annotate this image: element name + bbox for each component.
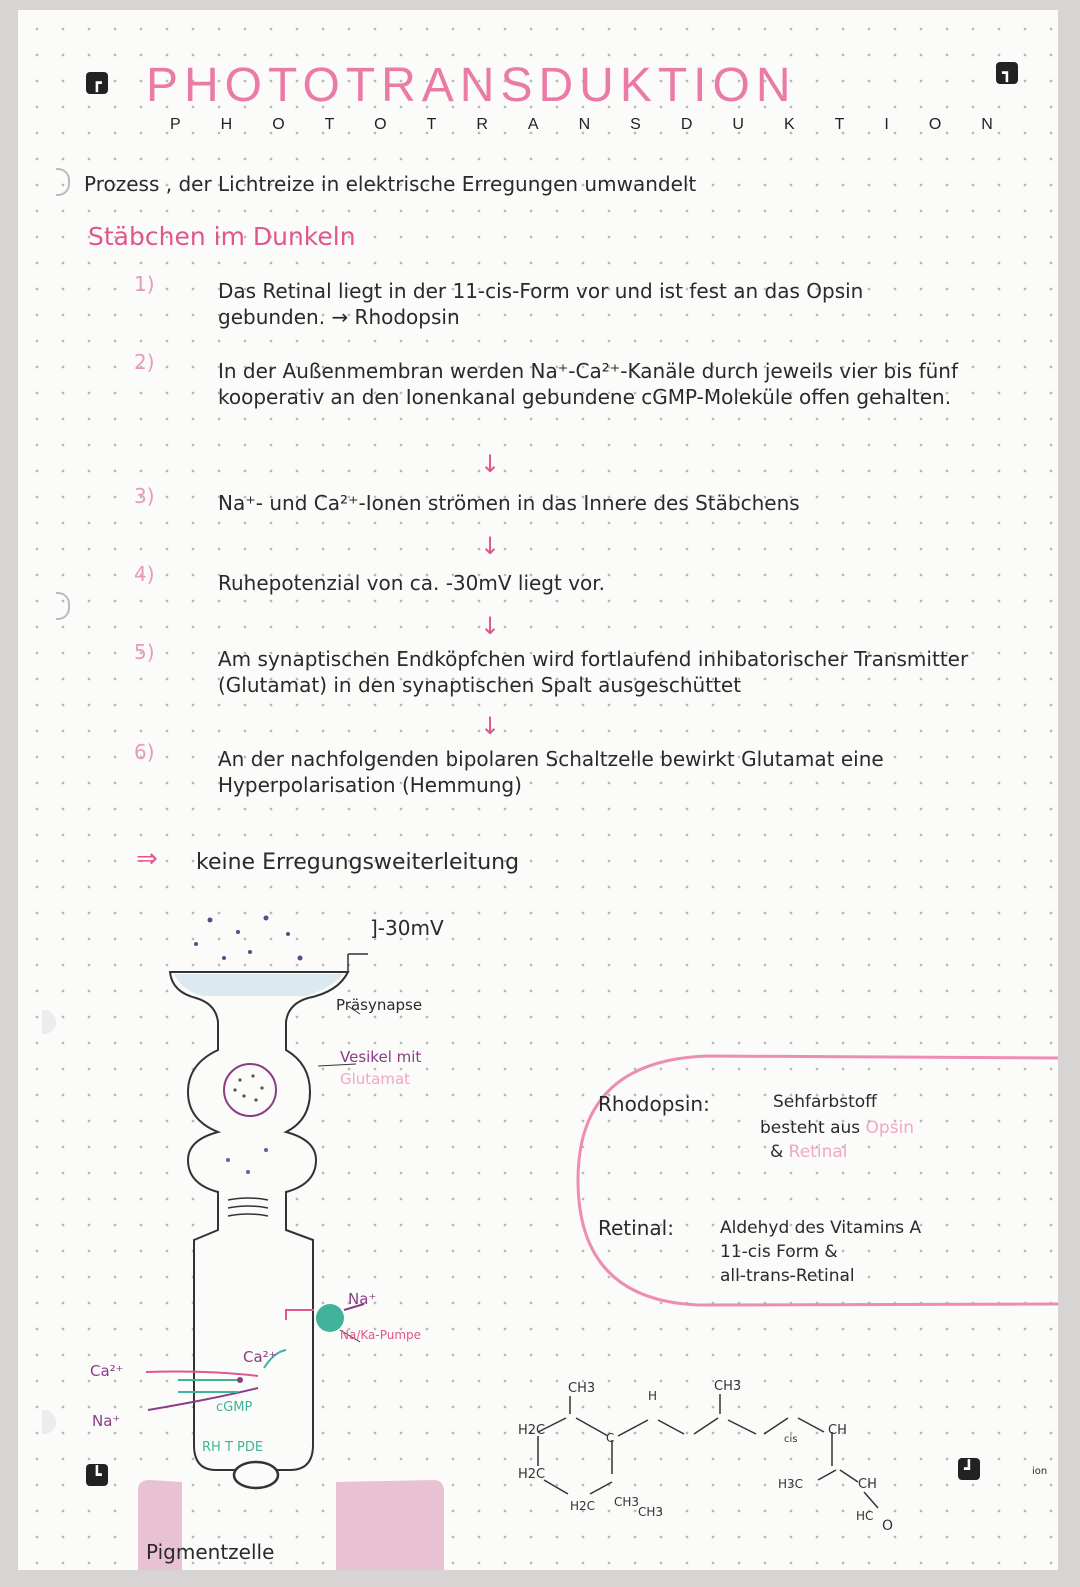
retinal-line2: 11-cis Form & (720, 1242, 838, 1262)
vesikel-label: Vesikel mit (340, 1048, 422, 1066)
retinal-label: Retinal: (598, 1216, 674, 1240)
mol-h: H (648, 1389, 658, 1403)
step-number-6: 6) (134, 740, 155, 764)
step-text-6: An der nachfolgenden bipolaren Schaltzelle bewirkt Glutamat eine Hyperpolarisation (Hemmung) (218, 747, 884, 797)
rhodopsin-line1: Sehfarbstoff (773, 1092, 877, 1112)
outer-na-label: Na⁺ (92, 1412, 121, 1430)
molecule-bonds (538, 1394, 878, 1508)
corner-mark-top-right: ┓ (996, 62, 1018, 84)
rhodopsin-opsin: Opsin (865, 1118, 915, 1138)
flow-arrow-1: ↓ (480, 450, 501, 478)
corner-mark-top-left: ┏ (86, 72, 108, 94)
page-title: PHOTOTRANSDUKTION (146, 59, 797, 112)
rhodopsin-label: Rhodopsin: (598, 1092, 710, 1116)
mol-o: O (882, 1518, 894, 1534)
mol-hc: HC (856, 1509, 874, 1523)
rod-cell-diagram (78, 900, 558, 1570)
flow-arrow-3: ↓ (480, 612, 501, 640)
notebook-page (18, 10, 1058, 1570)
vesicle (224, 1064, 276, 1116)
mol-c: C (606, 1431, 615, 1445)
step-text-2: In der Außenmembran werden Na⁺-Ca²⁺-Kanäle durch jeweils vier bis fünf kooperativ an den Ionenkanal gebundene cGMP-Moleküle offen gehalten. (218, 359, 958, 409)
mol-ch-a: CH (828, 1423, 847, 1438)
step-number-3: 3) (134, 484, 155, 508)
rhodopsin-line2: besteht aus (760, 1118, 861, 1138)
glutamat-label: Glutamat (340, 1070, 411, 1088)
outer-ca-label: Ca²⁺ (90, 1362, 124, 1380)
rhodopsin-amp: & (770, 1142, 784, 1162)
mol-h2c-b: H2C (518, 1467, 546, 1482)
mol-cis: cis (784, 1434, 798, 1445)
rh-t-pde-label: RH T PDE (202, 1440, 264, 1455)
pump-na-label: Na⁺ (348, 1290, 377, 1308)
cgmp-label: cGMP (216, 1400, 253, 1415)
transmitter-dots (194, 916, 303, 961)
mol-h3c: H3C (778, 1477, 804, 1491)
binder-hole-4 (42, 1410, 56, 1434)
step-text-3: Na⁺- und Ca²⁺-Ionen strömen in das Innere des Stäbchens (218, 491, 800, 515)
step-text-5: Am synaptischen Endköpfchen wird fortlaufend inhibatorischer Transmitter (Glutamat) in den synaptischen Spalt ausgeschüttet (218, 647, 969, 697)
flow-arrow-2: ↓ (480, 532, 501, 560)
page-edge-text: ion (1032, 1466, 1048, 1477)
step-text-4: Ruhepotenzial von ca. -30mV liegt vor. (218, 571, 606, 595)
conclusion-text: keine Erregungsweiterleitung (196, 850, 520, 875)
page-subtitle: PHOTOTRANSDUKTION (170, 116, 1033, 133)
pigmentzelle-label: Pigmentzelle (146, 1540, 275, 1564)
retinal-structure (488, 1370, 958, 1550)
potential-label: ]-30mV (370, 916, 444, 940)
outer-segment-disc (234, 1462, 278, 1488)
binder-hole-1 (56, 168, 70, 196)
definition-text: Prozess , der Lichtreize in elektrische Erregungen umwandelt (84, 172, 697, 196)
mol-ch3-b: CH3 (714, 1379, 742, 1394)
corner-mark-bottom-left: ┗ (86, 1464, 108, 1486)
mol-ch2: H2C (570, 1499, 596, 1513)
step-number-5: 5) (134, 640, 155, 664)
rhodopsin-retinal: Retinal (788, 1142, 848, 1162)
pump-label: Na/Ka-Pumpe (340, 1328, 422, 1342)
retinal-line1: Aldehyd des Vitamins A (720, 1218, 922, 1238)
synaptic-terminal (170, 972, 348, 1470)
praesynapse-label: Präsynapse (336, 996, 423, 1014)
mol-ch3-d: CH3 (638, 1505, 664, 1519)
binder-hole-2 (56, 592, 70, 620)
mol-h2c-a: H2C (518, 1423, 546, 1438)
conclusion-arrow: ⇒ (136, 844, 158, 874)
step-text-1: Das Retinal liegt in der 11-cis-Form vor und ist fest an das Opsin gebunden. → Rhodopsin (218, 279, 864, 329)
retinal-line3: all-trans-Retinal (720, 1266, 855, 1286)
step-number-2: 2) (134, 350, 155, 374)
corner-mark-bottom-right: ┛ (958, 1458, 980, 1480)
inner-ca-label: Ca²⁺ (243, 1348, 277, 1366)
flow-arrow-4: ↓ (480, 712, 501, 740)
section-heading: Stäbchen im Dunkeln (88, 222, 356, 251)
mol-ch-b: CH (858, 1477, 877, 1492)
mol-ch3-c: CH3 (614, 1495, 640, 1509)
binder-hole-3 (42, 1010, 56, 1034)
mol-ch3-a: CH3 (568, 1381, 596, 1396)
step-number-4: 4) (134, 562, 155, 586)
step-number-1: 1) (134, 272, 155, 296)
